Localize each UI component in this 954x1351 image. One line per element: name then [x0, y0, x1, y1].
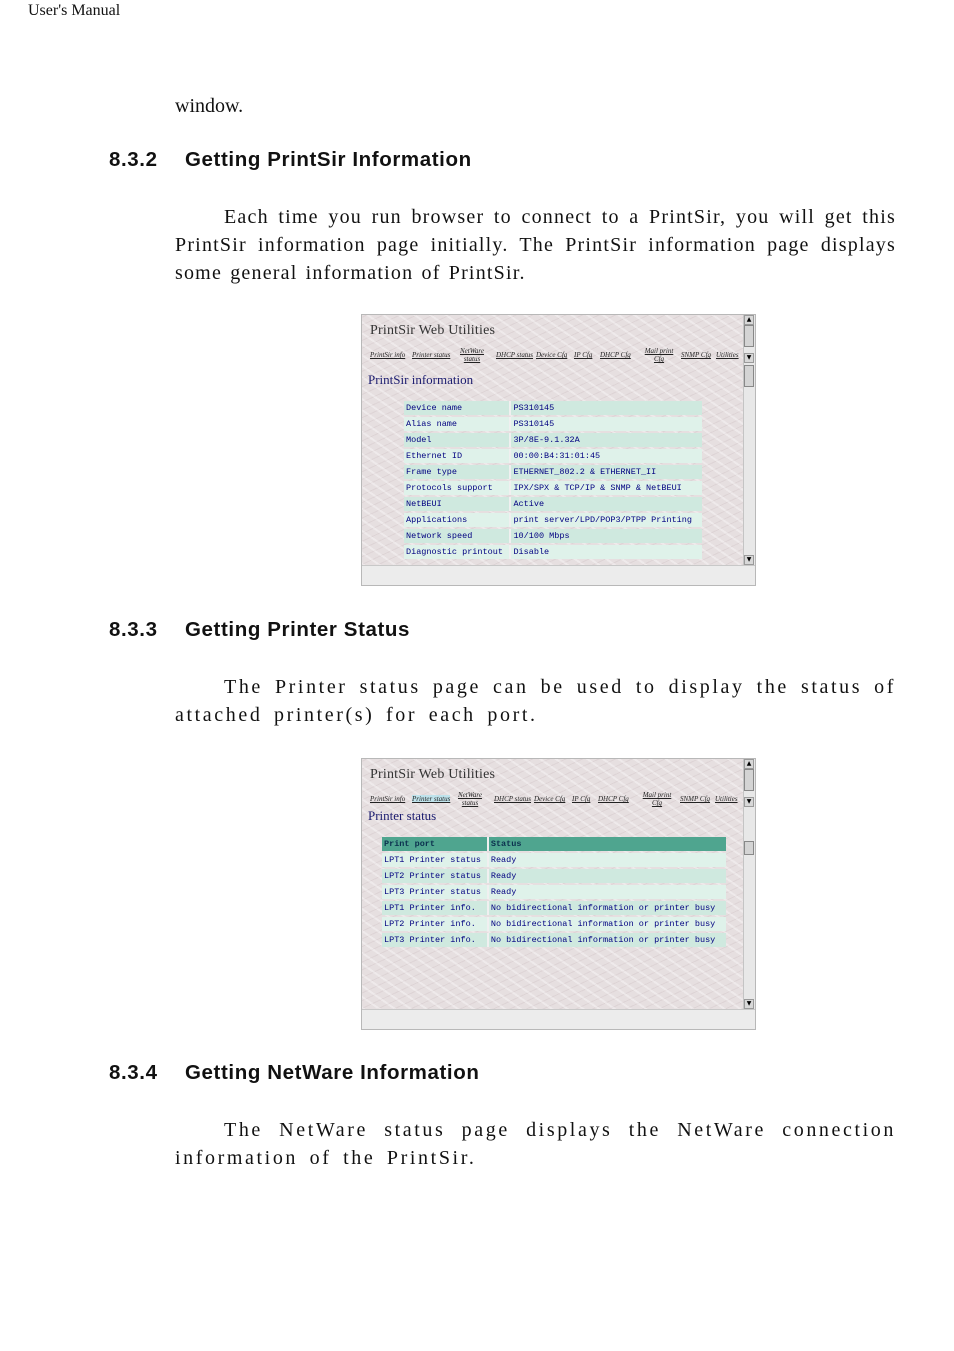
table-row [404, 417, 702, 431]
row-label: LPT2 Printer status [382, 869, 489, 883]
row-label: Model [404, 433, 511, 447]
table-row [404, 433, 702, 447]
vertical-scrollbar[interactable] [743, 759, 755, 1009]
table-row [382, 869, 726, 883]
table-row [404, 401, 702, 415]
nav-printsir-info[interactable]: PrintSir info [370, 795, 406, 803]
nav-printer-status[interactable]: Printer status [412, 795, 451, 803]
table-row [404, 481, 702, 495]
nav-netware-status[interactable]: NetWare status [460, 347, 484, 363]
table-row [382, 885, 726, 899]
row-value: 3P/8E-9.1.32A [511, 433, 702, 447]
browser-content [362, 315, 743, 565]
row-value: 10/100 Mbps [511, 529, 702, 543]
nav-netware-status[interactable]: NetWare status [458, 791, 482, 807]
nav-device-cfg[interactable]: Device Cfg [536, 351, 568, 359]
nav-ip-cfg[interactable]: IP Cfg [574, 351, 593, 359]
table-row [404, 529, 702, 543]
nav-printer-status[interactable]: Printer status [412, 351, 451, 359]
row-value: No bidirectional information or printer busy [489, 901, 726, 915]
table-row [382, 853, 726, 867]
page-heading: PrintSir information [368, 372, 474, 387]
row-label: LPT3 Printer info. [382, 933, 489, 947]
browser-status-bar [362, 565, 755, 585]
scroll-up-icon[interactable]: ▲ [744, 315, 754, 325]
row-value: No bidirectional information or printer busy [489, 933, 726, 947]
row-value: Ready [489, 869, 726, 883]
row-label: Frame type [404, 465, 511, 479]
scroll-down-icon[interactable]: ▼ [744, 999, 754, 1009]
nav-mail-print-cfg[interactable]: Mail print Cfg [644, 347, 674, 363]
screenshot-printer-status [361, 758, 756, 1030]
row-value: 00:00:B4:31:01:45 [511, 449, 702, 463]
row-label: Device name [404, 401, 511, 415]
browser-status-bar [362, 1009, 755, 1029]
frame-scroll-thumb[interactable] [744, 365, 754, 387]
web-utilities-title: PrintSir Web Utilities [370, 323, 496, 338]
nav-snmp-cfg[interactable]: SNMP Cfg [681, 351, 712, 359]
row-value: Active [511, 497, 702, 511]
row-label: Ethernet ID [404, 449, 511, 463]
utility-nav-bar [370, 347, 739, 367]
section-title: Getting NetWare Information [185, 1061, 480, 1084]
row-value: Disable [511, 545, 702, 559]
nav-dhcp-status[interactable]: DHCP status [496, 351, 534, 359]
row-value: PS310145 [511, 417, 702, 431]
row-label: Alias name [404, 417, 511, 431]
row-label: LPT2 Printer info. [382, 917, 489, 931]
table-row [404, 449, 702, 463]
nav-snmp-cfg[interactable]: SNMP Cfg [680, 795, 711, 803]
table-row [404, 545, 702, 559]
table-row [382, 917, 726, 931]
scroll-thumb[interactable] [744, 325, 754, 347]
screenshot-printsir-information [361, 314, 756, 586]
row-value: Ready [489, 853, 726, 867]
row-value: PS310145 [511, 401, 702, 415]
table-row [404, 497, 702, 511]
nav-dhcp-cfg[interactable]: DHCP Cfg [598, 795, 629, 803]
scroll-down-icon[interactable]: ▼ [744, 555, 754, 565]
table-row [382, 933, 726, 947]
section-heading-834 [109, 1061, 479, 1085]
section-heading-832 [109, 148, 472, 172]
nav-printsir-info[interactable]: PrintSir info [370, 351, 406, 359]
nav-dhcp-status[interactable]: DHCP status [494, 795, 532, 803]
section-paragraph-832: Each time you run browser to connect to a PrintSir, you will get this PrintSir information page initially. The PrintSir information page displays some general information of PrintSir. [175, 206, 896, 284]
table-row [382, 901, 726, 915]
web-utilities-title: PrintSir Web Utilities [370, 767, 496, 782]
scroll-down-small-icon[interactable]: ▼ [744, 353, 754, 363]
browser-content [362, 759, 743, 1009]
row-value: No bidirectional information or printer busy [489, 917, 726, 931]
section-title: Getting Printer Status [185, 618, 411, 641]
row-label: NetBEUI [404, 497, 511, 511]
section-paragraph-834: The NetWare status page displays the NetWare connection information of the PrintSir. [175, 1119, 896, 1169]
row-value: print server/LPD/POP3/PTPP Printing [511, 513, 702, 527]
column-header-status: Status [489, 837, 726, 851]
scroll-up-icon[interactable]: ▲ [744, 759, 754, 769]
column-header-print-port: Print port [382, 837, 489, 851]
nav-utilities[interactable]: Utilities [715, 795, 738, 803]
section-title: Getting PrintSir Information [185, 148, 472, 171]
section-number: 8.3.4 [109, 1061, 158, 1084]
row-value: IPX/SPX & TCP/IP & SNMP & NetBEUI [511, 481, 702, 495]
table-row [404, 465, 702, 479]
scroll-down-small-icon[interactable]: ▼ [744, 797, 754, 807]
nav-ip-cfg[interactable]: IP Cfg [572, 795, 591, 803]
row-value: ETHERNET_802.2 & ETHERNET_II [511, 465, 702, 479]
nav-utilities[interactable]: Utilities [716, 351, 739, 359]
row-label: LPT3 Printer status [382, 885, 489, 899]
row-label: LPT1 Printer status [382, 853, 489, 867]
row-label: LPT1 Printer info. [382, 901, 489, 915]
row-label: Diagnostic printout [404, 545, 511, 559]
nav-device-cfg[interactable]: Device Cfg [534, 795, 566, 803]
section-heading-833 [109, 618, 410, 642]
running-header: User's Manual [28, 2, 121, 19]
table-row [404, 513, 702, 527]
vertical-scrollbar[interactable] [743, 315, 755, 565]
printsir-info-table [404, 399, 702, 561]
row-label: Protocols support [404, 481, 511, 495]
row-value: Ready [489, 885, 726, 899]
nav-dhcp-cfg[interactable]: DHCP Cfg [600, 351, 631, 359]
section-number: 8.3.3 [109, 618, 158, 641]
table-header-row [382, 837, 726, 851]
printer-status-table [382, 835, 726, 949]
page-heading: Printer status [368, 808, 437, 823]
section-paragraph-833: The Printer status page can be used to display the status of attached printer(s) for each port. [175, 676, 896, 726]
frame-scroll-thumb[interactable] [744, 841, 754, 855]
row-label: Applications [404, 513, 511, 527]
row-label: Network speed [404, 529, 511, 543]
continuation-text: window. [175, 95, 244, 117]
nav-mail-print-cfg[interactable]: Mail print Cfg [642, 791, 672, 807]
scroll-thumb[interactable] [744, 769, 754, 791]
section-number: 8.3.2 [109, 148, 158, 171]
